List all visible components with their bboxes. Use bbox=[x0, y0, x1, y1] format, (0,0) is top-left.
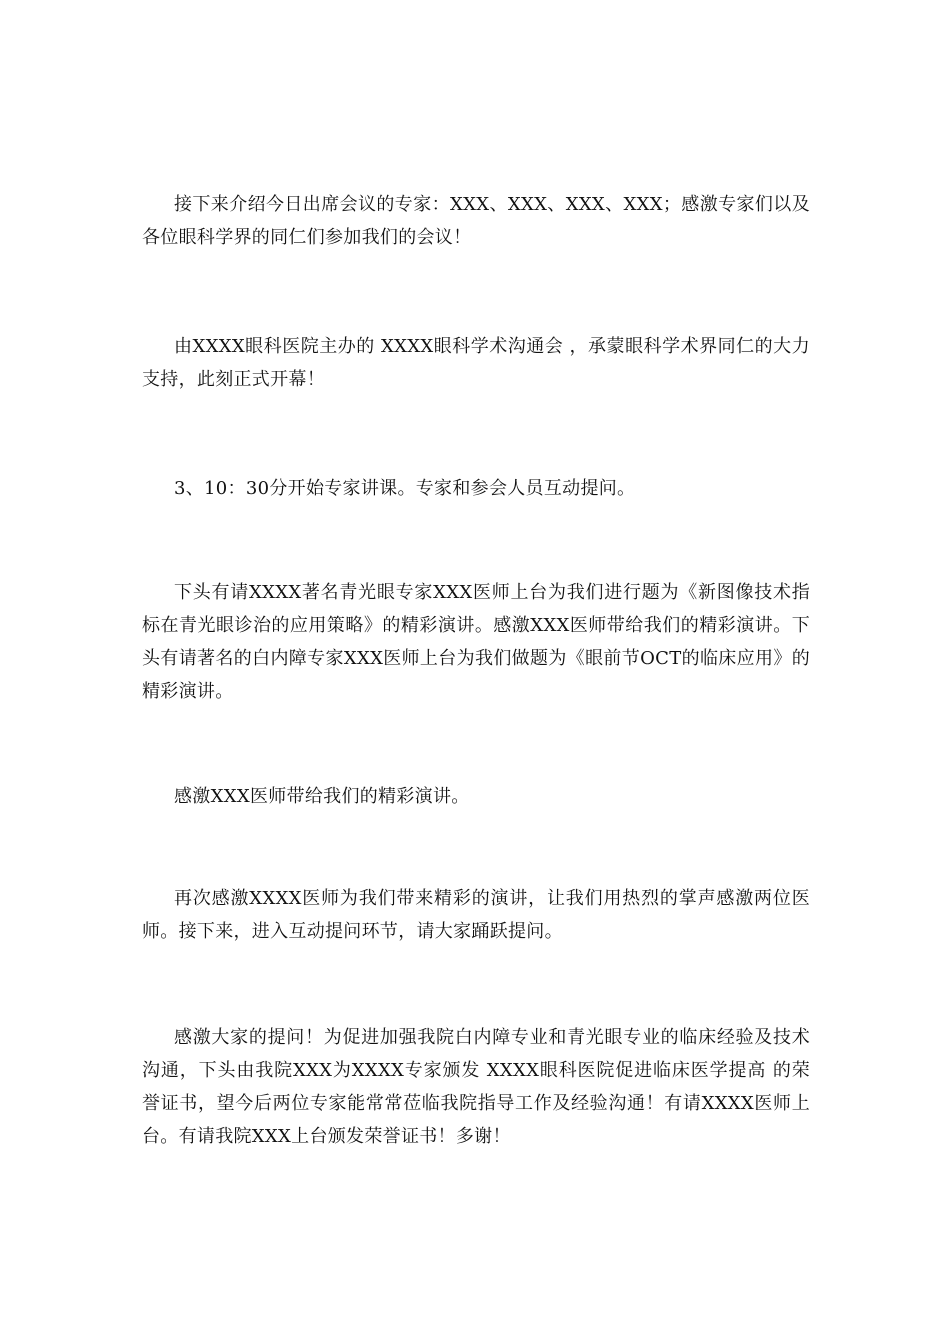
paragraph-opening-announcement: 由XXXX眼科医院主办的 XXXX眼科学术沟通会 ，承蒙眼科学术界同仁的大力支持，此刻正式开幕！ bbox=[142, 336, 810, 390]
paragraph-certificate-ceremony: 感激大家的提问！为促进加强我院白内障专业和青光眼专业的临床经验及技术沟通，下头由我院XXX为XXXX专家颁发 XXXX眼科医院促进临床医学提高 的荣誉证书，望今后两位专家能常常莅临我院指导工作及经验沟通！有请XXXX医师上台。有请我院XXX上台颁发荣誉证书！多谢！ bbox=[142, 1027, 810, 1147]
paragraph-qa-transition: 再次感激XXXX医师为我们带来精彩的演讲，让我们用热烈的掌声感激两位医师。接下来，进入互动提问环节，请大家踊跃提问。 bbox=[142, 888, 810, 942]
paragraph-schedule-item: 3、10：30分开始专家讲课。专家和参会人员互动提问。 bbox=[174, 478, 636, 499]
paragraph-expert-introduction: 接下来介绍今日出席会议的专家：XXX、XXX、XXX、XXX；感激专家们以及各位眼科学界的同仁们参加我们的会议！ bbox=[142, 194, 810, 248]
paragraph-speaker-introductions: 下头有请XXXX著名青光眼专家XXX医师上台为我们进行题为《新图像技术指标在青光眼诊治的应用策略》的精彩演讲。感激XXX医师带给我们的精彩演讲。下头有请著名的白内障专家XXX医师上台为我们做题为《眼前节OCT的临床应用》的精彩演讲。 bbox=[142, 582, 810, 702]
paragraph-thanks-speaker: 感激XXX医师带给我们的精彩演讲。 bbox=[174, 786, 470, 807]
